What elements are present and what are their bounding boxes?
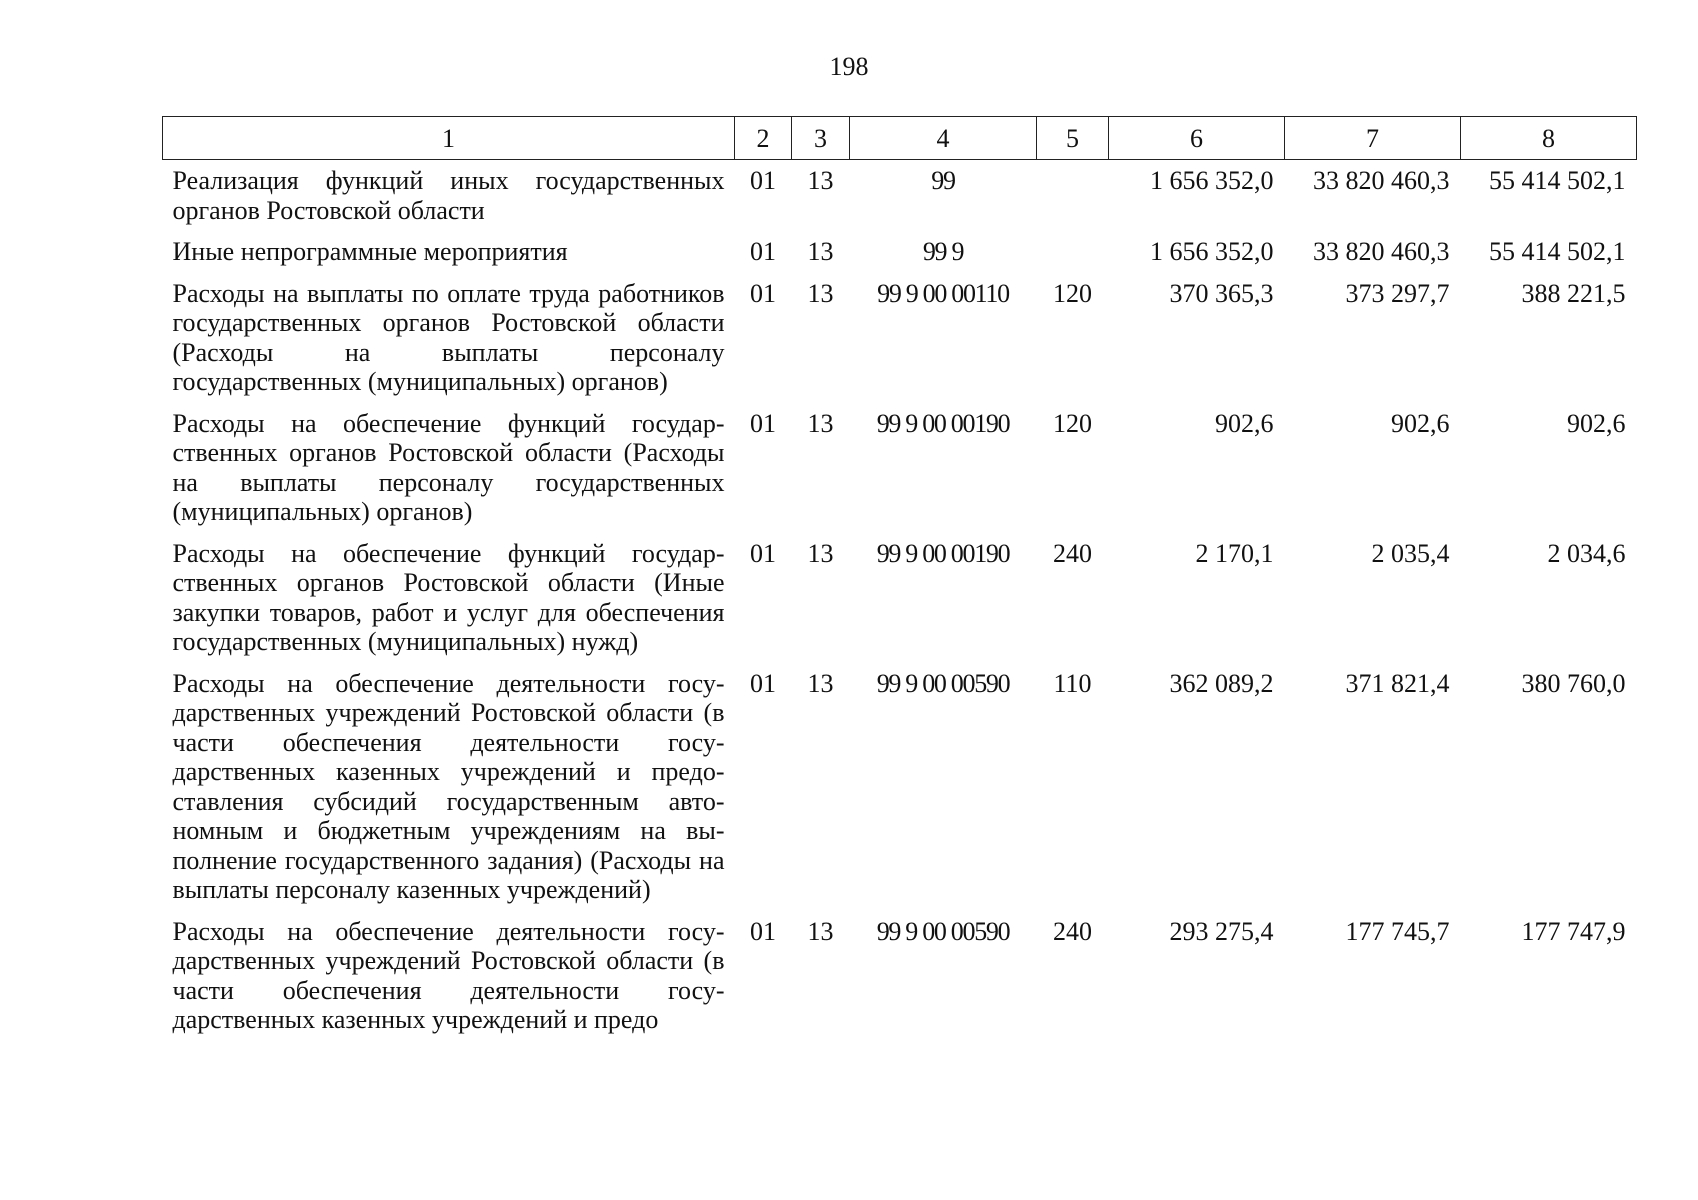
section-code: 01 xyxy=(750,668,776,698)
header-row xyxy=(163,117,1637,160)
target-article-code: 99 xyxy=(931,166,955,195)
target-article-code: 99 9 00 00590 xyxy=(876,668,1010,698)
amount-col-6: 2 170,1 xyxy=(1195,538,1274,568)
expense-type-code: 240 xyxy=(1053,538,1092,568)
amount-col-7: 373 297,7 xyxy=(1345,278,1450,308)
amount-col-6: 1 656 352,0 xyxy=(1150,237,1274,266)
header-cell-4: 4 xyxy=(850,117,1037,160)
header-cell-3: 3 xyxy=(792,117,850,160)
subsection-code: 13 xyxy=(807,668,834,698)
subsection-code: 13 xyxy=(807,278,834,308)
expense-name: Расходы на обеспечение деятельности государственных учреждений Ростовской области (в части обеспечения деятельности государственных казенных учреждений и предоставления субсидий государственным автономным и бюджетным учреждениям на выполнение государственного задания) (Расходы на выплаты персоналу казенных учреждений) xyxy=(172,668,725,904)
amount-col-6: 293 275,4 xyxy=(1169,916,1274,946)
expense-name: Расходы на обеспечение функций государственных органов Ростовской области (Иные закупки товаров, работ и услуг для обеспечения государственных (муниципальных) нужд) xyxy=(172,538,725,656)
section-code: 01 xyxy=(750,166,776,195)
target-article-code: 99 9 00 00190 xyxy=(876,538,1010,568)
header-cell-7: 7 xyxy=(1285,117,1461,160)
expense-name: Реализация функций иных государственных органов Ростовской области xyxy=(172,166,725,225)
table-row xyxy=(163,279,1637,409)
amount-col-8: 388 221,5 xyxy=(1521,278,1626,308)
header-cell-5: 5 xyxy=(1037,117,1109,160)
expense-type-code xyxy=(1037,237,1109,279)
amount-col-8: 55 414 502,1 xyxy=(1489,237,1626,266)
table-row xyxy=(163,917,1637,1047)
amount-col-8: 2 034,6 xyxy=(1547,538,1626,568)
subsection-code: 13 xyxy=(807,237,834,266)
budget-table-container xyxy=(162,116,1636,1047)
amount-col-6: 1 656 352,0 xyxy=(1150,166,1274,195)
subsection-code: 13 xyxy=(807,166,834,195)
expense-name: Расходы на обеспечение деятельности государственных учреждений Ростовской области (в части обеспечения деятельности государственных казенных учреждений и предо xyxy=(172,916,725,1034)
amount-col-7: 902,6 xyxy=(1391,408,1450,438)
amount-col-6: 370 365,3 xyxy=(1169,278,1274,308)
expense-type-code xyxy=(1037,160,1109,238)
target-article-code: 99 9 00 00110 xyxy=(877,278,1009,308)
amount-col-8: 380 760,0 xyxy=(1521,668,1626,698)
subsection-code: 13 xyxy=(807,538,834,568)
budget-table xyxy=(162,116,1637,1047)
amount-col-8: 177 747,9 xyxy=(1521,916,1626,946)
amount-col-7: 33 820 460,3 xyxy=(1313,166,1450,195)
target-article-code: 99 9 00 00590 xyxy=(876,916,1010,946)
amount-col-7: 177 745,7 xyxy=(1345,916,1450,946)
subsection-code: 13 xyxy=(807,916,834,946)
target-article-code: 99 9 00 00190 xyxy=(876,408,1010,438)
section-code: 01 xyxy=(750,278,776,308)
header-cell-2: 2 xyxy=(735,117,792,160)
table-header xyxy=(163,117,1637,160)
section-code: 01 xyxy=(750,237,776,266)
target-article-code: 99 9 xyxy=(922,237,964,266)
expense-name: Расходы на обеспечение функций государственных органов Ростовской области (Расходы на выплаты персоналу государственных (муниципальных) органов) xyxy=(172,408,725,526)
table-row xyxy=(163,409,1637,539)
header-cell-8: 8 xyxy=(1461,117,1637,160)
table-row xyxy=(163,539,1637,669)
section-code: 01 xyxy=(750,916,776,946)
amount-col-7: 33 820 460,3 xyxy=(1313,237,1450,266)
table-row xyxy=(163,669,1637,917)
amount-col-8: 55 414 502,1 xyxy=(1489,166,1626,195)
subsection-code: 13 xyxy=(807,408,834,438)
expense-type-code: 240 xyxy=(1053,916,1092,946)
section-code: 01 xyxy=(750,408,776,438)
section-code: 01 xyxy=(750,538,776,568)
expense-name: Расходы на выплаты по оплате труда работников государственных органов Ростовской области (Расходы на выплаты персоналу государственных (муниципальных) органов) xyxy=(172,278,725,396)
header-cell-6: 6 xyxy=(1109,117,1285,160)
expense-type-code: 110 xyxy=(1053,668,1092,698)
expense-name: Иные непрограммные мероприятия xyxy=(172,237,568,266)
table-row xyxy=(163,237,1637,279)
amount-col-7: 2 035,4 xyxy=(1371,538,1450,568)
header-cell-1: 1 xyxy=(163,117,735,160)
amount-col-6: 902,6 xyxy=(1215,408,1274,438)
table-row xyxy=(163,160,1637,238)
amount-col-7: 371 821,4 xyxy=(1345,668,1450,698)
expense-type-code: 120 xyxy=(1053,408,1092,438)
amount-col-8: 902,6 xyxy=(1567,408,1626,438)
page-number: 198 xyxy=(829,52,869,81)
table-body xyxy=(163,160,1637,1047)
amount-col-6: 362 089,2 xyxy=(1169,668,1274,698)
expense-type-code: 120 xyxy=(1053,278,1092,308)
